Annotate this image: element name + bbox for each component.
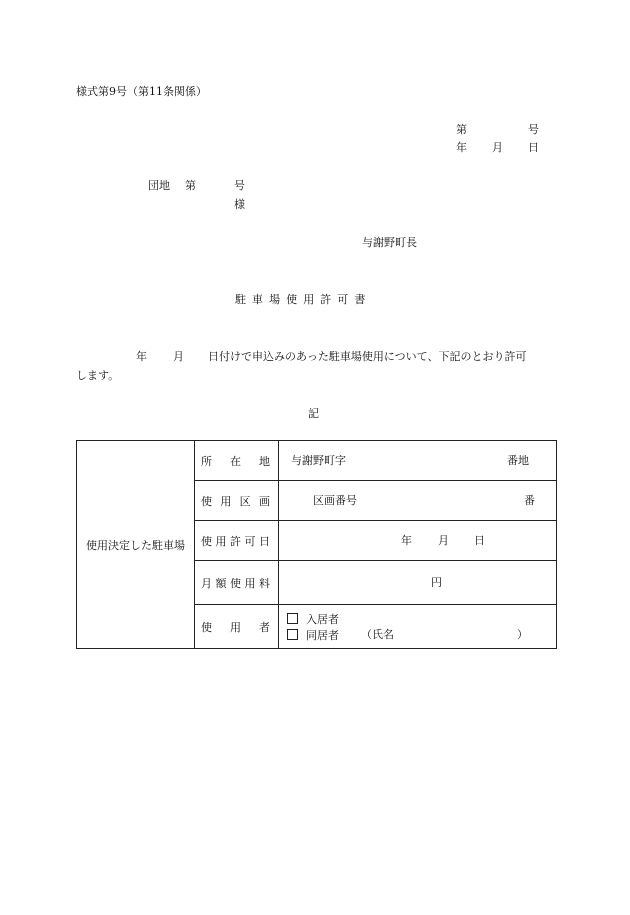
- label-char: 区: [239, 494, 251, 508]
- label-permit-date: [195, 521, 279, 561]
- body-text: 日付けで申込みのあった駐車場使用について、下記のとおり許可: [208, 350, 527, 363]
- recipient-go: 号: [234, 179, 245, 192]
- label-location: [195, 441, 279, 481]
- fee-unit: 円: [431, 576, 442, 589]
- label-char: 用: [244, 576, 256, 590]
- checkbox-icon[interactable]: [287, 613, 298, 624]
- date-month: 月: [492, 141, 503, 154]
- option-resident-label: 入居者: [306, 613, 339, 626]
- label-char: 使: [201, 620, 212, 634]
- label-char: 可: [244, 534, 256, 548]
- value-location: [279, 441, 557, 481]
- value-section: [279, 481, 557, 521]
- ki-heading: 記: [308, 407, 319, 420]
- label-char: 地: [259, 454, 270, 468]
- label-char: 在: [230, 454, 241, 468]
- label-char: 所: [201, 454, 212, 468]
- recipient-dai: 第: [185, 179, 196, 192]
- date-year: 年: [456, 141, 467, 154]
- permit-day: 日: [474, 534, 485, 547]
- body-month: 月: [173, 350, 184, 363]
- label-char: 月: [201, 576, 212, 590]
- body-year: 年: [136, 350, 147, 363]
- label-char: 使: [230, 576, 241, 590]
- checkbox-icon[interactable]: [287, 629, 298, 640]
- permit-table: [76, 440, 557, 649]
- doc-number-prefix: 第: [456, 123, 467, 136]
- permit-month: 月: [438, 534, 449, 547]
- section-suffix: 番: [524, 494, 535, 507]
- section-value: 区画番号: [313, 494, 357, 507]
- label-char: 使: [201, 494, 212, 508]
- recipient-honorific: 様: [234, 198, 245, 211]
- label-char: 用: [220, 494, 232, 508]
- doc-number-suffix: 号: [528, 123, 539, 136]
- label-user: [195, 605, 279, 649]
- location-suffix: 番地: [507, 454, 529, 467]
- option-cohabitant-label: 同居者: [306, 629, 339, 642]
- label-section: [195, 481, 279, 521]
- value-monthly-fee: [279, 561, 557, 605]
- recipient-danchi: 団地: [148, 179, 170, 192]
- label-char: 画: [258, 494, 270, 508]
- left-header: 使用決定した駐車場: [77, 441, 195, 649]
- label-char: 額: [215, 576, 227, 590]
- label-char: 日: [259, 534, 270, 548]
- label-char: 料: [259, 576, 270, 590]
- label-char: 用: [230, 620, 241, 634]
- body-continuation: します。: [76, 369, 120, 382]
- date-day: 日: [528, 141, 539, 154]
- label-monthly-fee: [195, 561, 279, 605]
- name-open: （氏名: [361, 628, 394, 641]
- name-close: ）: [517, 628, 528, 641]
- option-cohabitant[interactable]: [287, 629, 339, 641]
- option-resident[interactable]: [287, 613, 339, 625]
- permit-year: 年: [401, 534, 412, 547]
- label-char: 者: [259, 620, 270, 634]
- issuer: 与謝野町長: [362, 236, 417, 249]
- location-value: 与謝野町字: [291, 454, 346, 467]
- label-char: 許: [230, 534, 241, 548]
- label-char: 使: [201, 534, 212, 548]
- label-char: 用: [215, 534, 227, 548]
- form-label: 様式第9号（第11条関係）: [76, 85, 207, 98]
- document-title: 駐車場使用許可書: [235, 293, 372, 306]
- value-user: [279, 605, 557, 649]
- value-permit-date: [279, 521, 557, 561]
